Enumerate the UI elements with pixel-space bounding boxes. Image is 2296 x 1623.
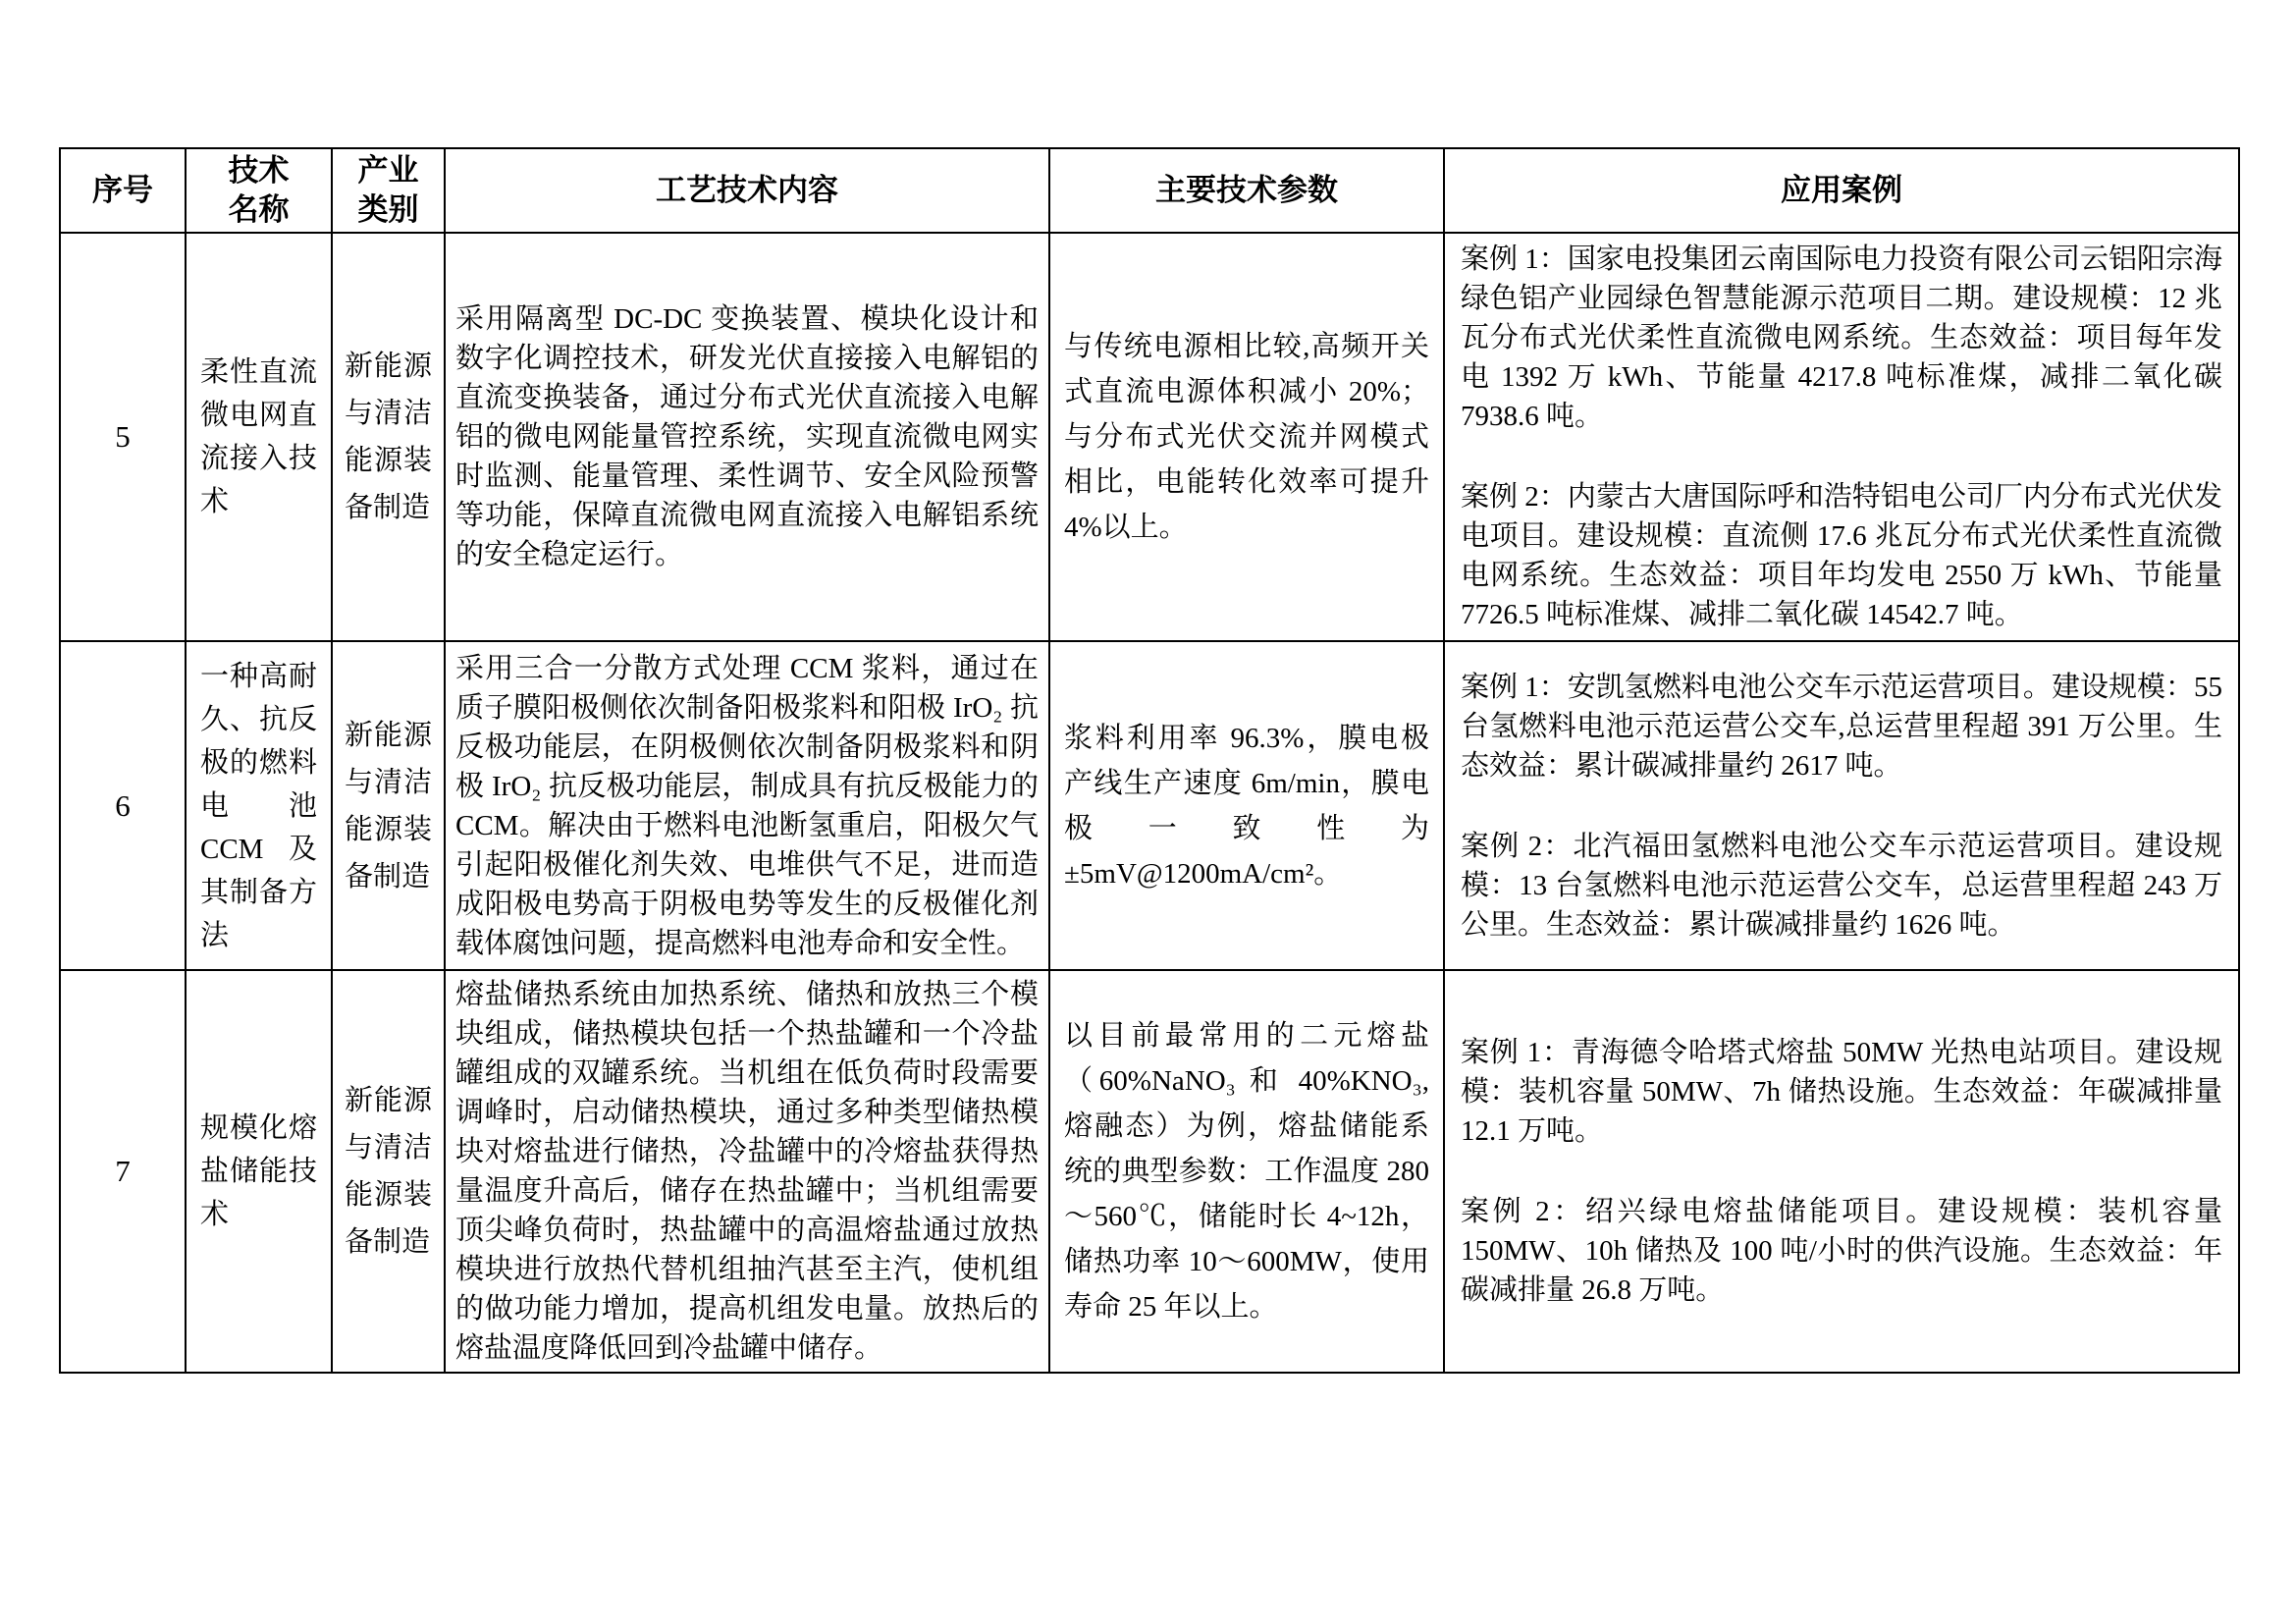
table-row xyxy=(60,641,2239,970)
case-2: 案例 2：内蒙古大唐国际呼和浩特铝电公司厂内分布式光伏发电项目。建设规模：直流侧 17.6 兆瓦分布式光伏柔性直流微电网系统。生态效益：项目年均发电 2550 万 kWh、节能量 7726.5 吨标准煤、减排二氧化碳 14542.7 吨。 xyxy=(1461,481,2222,630)
header-text-line1: 产业 xyxy=(357,153,419,188)
cell-serial-number: 6 xyxy=(60,641,186,970)
cell-application-cases xyxy=(1444,970,2239,1373)
cell-technology-name: 一种高耐久、抗反极的燃料电池 CCM 及其制备方法 xyxy=(186,641,332,970)
cell-technology-name: 规模化熔盐储能技术 xyxy=(186,970,332,1373)
document-sheet xyxy=(59,147,2240,1374)
header-technical-parameters xyxy=(1049,148,1444,233)
cell-process-content: 熔盐储热系统由加热系统、储热和放热三个模块组成，储热模块包括一个热盐罐和一个冷盐罐组成的双罐系统。当机组在低负荷时段需要调峰时，启动储热模块，通过多种类型储热模块对熔盐进行储热，冷盐罐中的冷熔盐获得热量温度升高后，储存在热盐罐中；当机组需要顶尖峰负荷时，热盐罐中的高温熔盐通过放热模块进行放热代替机组抽汽甚至主汽，使机组的做功能力增加，提高机组发电量。放热后的熔盐温度降低回到冷盐罐中储存。 xyxy=(445,970,1049,1373)
header-serial-number xyxy=(60,148,186,233)
cell-technology-name: 柔性直流微电网直流接入技术 xyxy=(186,233,332,641)
cell-technical-parameters: 以目前最常用的二元熔盐（60%NaNO₃ 和 40%KNO₃,熔融态）为例，熔盐储能系统的典型参数：工作温度 280～560℃，储能时长 4~12h，储热功率 10～600MW，使用寿命 25 年以上。 xyxy=(1049,970,1444,1373)
cell-serial-number: 5 xyxy=(60,233,186,641)
header-technology-name xyxy=(186,148,332,233)
header-text: 序号 xyxy=(92,173,153,207)
cell-industry-category: 新能源与清洁能源装备制造 xyxy=(332,970,445,1373)
case-1: 案例 1：青海德令哈塔式熔盐 50MW 光热电站项目。建设规模：装机容量 50MW、7h 储热设施。生态效益：年碳减排量 12.1 万吨。 xyxy=(1461,1037,2222,1147)
case-1: 案例 1：安凯氢燃料电池公交车示范运营项目。建设规模：55 台氢燃料电池示范运营公交车,总运营里程超 391 万公里。生态效益：累计碳减排量约 2617 吨。 xyxy=(1461,671,2222,782)
header-text: 工艺技术内容 xyxy=(656,173,838,207)
header-process-content xyxy=(445,148,1049,233)
table-header-row xyxy=(60,148,2239,233)
cell-technical-parameters: 与传统电源相比较,高频开关式直流电源体积减小 20%；与分布式光伏交流并网模式相比，电能转化效率可提升 4%以上。 xyxy=(1049,233,1444,641)
cell-industry-category: 新能源与清洁能源装备制造 xyxy=(332,233,445,641)
cell-serial-number: 7 xyxy=(60,970,186,1373)
cell-technical-parameters: 浆料利用率 96.3%，膜电极产线生产速度 6m/min，膜电极一致性为±5mV@1200mA/cm²。 xyxy=(1049,641,1444,970)
header-text: 应用案例 xyxy=(1781,173,1902,207)
cell-industry-category: 新能源与清洁能源装备制造 xyxy=(332,641,445,970)
header-text: 主要技术参数 xyxy=(1155,173,1338,207)
case-2: 案例 2：绍兴绿电熔盐储能项目。建设规模：装机容量 150MW、10h 储热及 100 吨/小时的供汽设施。生态效益：年碳减排量 26.8 万吨。 xyxy=(1461,1196,2222,1306)
case-1: 案例 1：国家电投集团云南国际电力投资有限公司云铝阳宗海绿色铝产业园绿色智慧能源示范项目二期。建设规模：12 兆瓦分布式光伏柔性直流微电网系统。生态效益：项目每年发电 1392 万 kWh、节能量 4217.8 吨标准煤，减排二氧化碳 7938.6 吨。 xyxy=(1461,243,2222,432)
cell-application-cases xyxy=(1444,641,2239,970)
header-text-line1: 技术 xyxy=(228,153,290,188)
header-text-line2: 类别 xyxy=(357,192,419,227)
header-industry-category xyxy=(332,148,445,233)
header-application-cases xyxy=(1444,148,2239,233)
table-row xyxy=(60,970,2239,1373)
cell-process-content: 采用隔离型 DC-DC 变换装置、模块化设计和数字化调控技术，研发光伏直接接入电解铝的直流变换装备，通过分布式光伏直流接入电解铝的微电网能量管控系统，实现直流微电网实时监测、能量管理、柔性调节、安全风险预警等功能，保障直流微电网直流接入电解铝系统的安全稳定运行。 xyxy=(445,233,1049,641)
cell-process-content: 采用三合一分散方式处理 CCM 浆料，通过在质子膜阳极侧依次制备阳极浆料和阳极 IrO₂ 抗反极功能层，在阴极侧依次制备阴极浆料和阴极 IrO₂ 抗反极功能层，制成具有抗反极能力的CCM。解决由于燃料电池断氢重启，阳极欠气引起阳极催化剂失效、电堆供气不足，进而造成阳极电势高于阴极电势等发生的反极催化剂载体腐蚀问题，提高燃料电池寿命和安全性。 xyxy=(445,641,1049,970)
case-2: 案例 2：北汽福田氢燃料电池公交车示范运营项目。建设规模：13 台氢燃料电池示范运营公交车，总运营里程超 243 万公里。生态效益：累计碳减排量约 1626 吨。 xyxy=(1461,830,2222,941)
cell-application-cases xyxy=(1444,233,2239,641)
table-row xyxy=(60,233,2239,641)
technology-table xyxy=(59,147,2240,1374)
header-text-line2: 名称 xyxy=(228,192,290,227)
